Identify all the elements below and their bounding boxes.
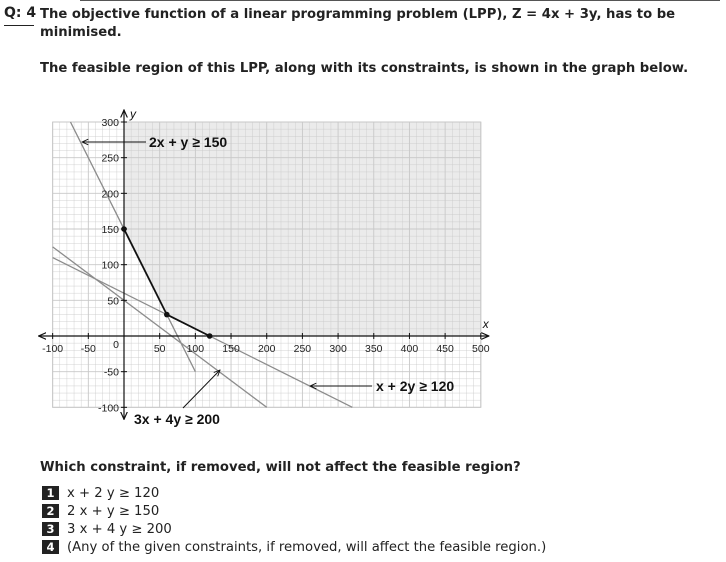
- x-tick-label: 300: [329, 343, 347, 355]
- option-2[interactable]: [42, 502, 546, 520]
- option-number-badge: 3: [42, 522, 59, 536]
- annotation-3x-4y: 3x + 4y ≥ 200: [134, 411, 220, 427]
- y-tick-label: 300: [101, 117, 119, 130]
- top-rule: [80, 0, 720, 1]
- x-tick-label: 500: [472, 343, 490, 355]
- x-tick-label: -100: [42, 343, 64, 355]
- corner-point: [164, 312, 170, 318]
- y-tick-label: 50: [107, 295, 119, 308]
- y-tick-label: 100: [101, 259, 119, 272]
- annotation-arrow: [183, 370, 220, 408]
- y-tick-label: -50: [103, 366, 119, 379]
- option-number-badge: 2: [42, 504, 59, 518]
- y-tick-label: 250: [101, 152, 119, 165]
- y-tick-label: -100: [97, 402, 119, 415]
- option-3[interactable]: [42, 520, 546, 538]
- annotation-x-2y: x + 2y ≥ 120: [376, 378, 455, 394]
- question-number-underline: [4, 25, 34, 26]
- lpp-graph: [0, 96, 520, 436]
- x-tick-label: 100: [186, 343, 205, 355]
- x-tick-label: 50: [153, 343, 166, 355]
- x-tick-label: 350: [364, 343, 383, 355]
- option-4[interactable]: [42, 538, 546, 556]
- question-prompt: Which constraint, if removed, will not affect the feasible region?: [40, 460, 521, 475]
- option-number-badge: 1: [42, 486, 59, 500]
- x-axis-label: x: [482, 317, 489, 331]
- x-tick-label: 250: [293, 343, 312, 355]
- question-subtext: The feasible region of this LPP, along with its constraints, is shown in the graph below.: [40, 61, 689, 76]
- x-tick-label: -50: [80, 343, 96, 355]
- corner-point: [121, 226, 127, 232]
- x-tick-label: 150: [222, 343, 240, 355]
- options-list: [42, 484, 546, 556]
- option-text: 3 x + 4 y ≥ 200: [67, 521, 172, 537]
- corner-point: [207, 333, 213, 339]
- origin-label: 0: [113, 339, 119, 351]
- x-tick-label: 200: [257, 343, 276, 355]
- question-text: The objective function of a linear programming problem (LPP), Z = 4x + 3y, has to be minimised.: [40, 7, 676, 40]
- y-tick-label: 150: [101, 224, 119, 237]
- annotation-2x-y: 2x + y ≥ 150: [149, 134, 228, 150]
- question-number: Q: 4: [4, 5, 37, 21]
- option-text: (Any of the given constraints, if removed, will affect the feasible region.): [67, 539, 547, 555]
- y-tick-label: 200: [101, 188, 119, 201]
- y-axis-label: y: [130, 107, 136, 122]
- option-text: 2 x + y ≥ 150: [67, 503, 160, 519]
- x-tick-label: 400: [400, 343, 419, 355]
- x-tick-label: 450: [436, 343, 454, 355]
- option-1[interactable]: [42, 484, 546, 502]
- option-number-badge: 4: [42, 540, 59, 554]
- option-text: x + 2 y ≥ 120: [67, 485, 160, 501]
